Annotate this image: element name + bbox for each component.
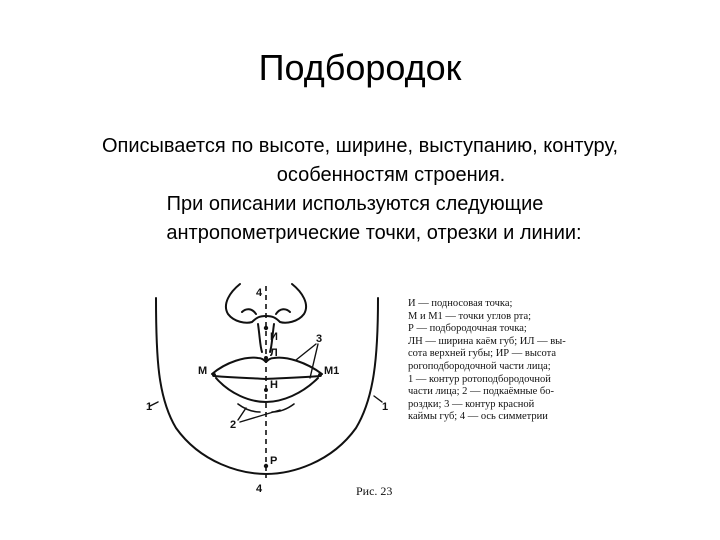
upper-lip <box>212 358 322 374</box>
legend-row: И — подносовая точка; <box>408 298 513 309</box>
face-contour <box>156 298 378 474</box>
pointer-1-right <box>374 396 382 402</box>
legend-row: М и М1 — точки углов рта; <box>408 310 532 322</box>
label-axis-top: 4 <box>256 287 263 299</box>
pointer-3a <box>296 344 316 360</box>
point-LN-dot <box>264 356 268 360</box>
legend-row: Р — подбородочная точка; <box>408 323 527 335</box>
body-line-1: Описывается по высоте, ширине, выступанию, контуру, <box>101 135 619 157</box>
label-mark-1-right: 1 <box>382 401 389 413</box>
nostril-left <box>242 309 256 314</box>
legend-row: рогоподбородочной части лица; <box>408 360 551 372</box>
body-line-3: При описании используются следующие <box>166 193 544 215</box>
point-R-dot <box>264 464 268 468</box>
chin-diagram <box>146 278 396 498</box>
nostril-right <box>276 309 290 314</box>
point-M-dot <box>212 373 216 377</box>
legend-row: каймы губ; 4 — ось симметрии <box>408 411 548 423</box>
label-mark-1-left: 1 <box>146 401 153 413</box>
legend-row: части лица; 2 — подкаёмные бо- <box>408 386 554 398</box>
label-mark-2: 2 <box>230 419 237 431</box>
point-N-dot <box>264 388 268 392</box>
label-point-N: Н <box>270 379 278 391</box>
slide-title: Подбородок <box>258 47 462 88</box>
figure-caption: Рис. 23 <box>356 484 393 498</box>
legend-row: ЛН — ширина каём губ; ИЛ — вы- <box>408 335 566 347</box>
label-point-M1: М1 <box>324 365 340 377</box>
figure-legend <box>408 298 608 424</box>
pointer-3b <box>310 344 318 378</box>
label-point-I: И <box>270 331 278 343</box>
lip-line <box>214 376 320 379</box>
point-M1-dot <box>318 373 322 377</box>
body-line-2: особенностям строения. <box>276 164 506 186</box>
point-I-dot <box>264 326 268 330</box>
label-point-M: М <box>198 365 208 377</box>
legend-row: роздки; 3 — контур красной <box>408 398 535 410</box>
pointer-2a <box>238 408 246 420</box>
label-point-LN: Л <box>270 347 278 359</box>
legend-row: 1 — контур ротоподбородочной <box>408 373 551 385</box>
label-axis-bottom: 4 <box>256 483 263 495</box>
sublabial-groove-left <box>238 404 260 412</box>
label-point-R: Р <box>270 455 278 467</box>
legend-row: сота верхней губы; ИР — высота <box>408 348 557 360</box>
slide-body <box>0 132 720 248</box>
label-mark-3: 3 <box>316 333 323 345</box>
body-line-4: антропометрические точки, отрезки и линии: <box>166 222 582 244</box>
